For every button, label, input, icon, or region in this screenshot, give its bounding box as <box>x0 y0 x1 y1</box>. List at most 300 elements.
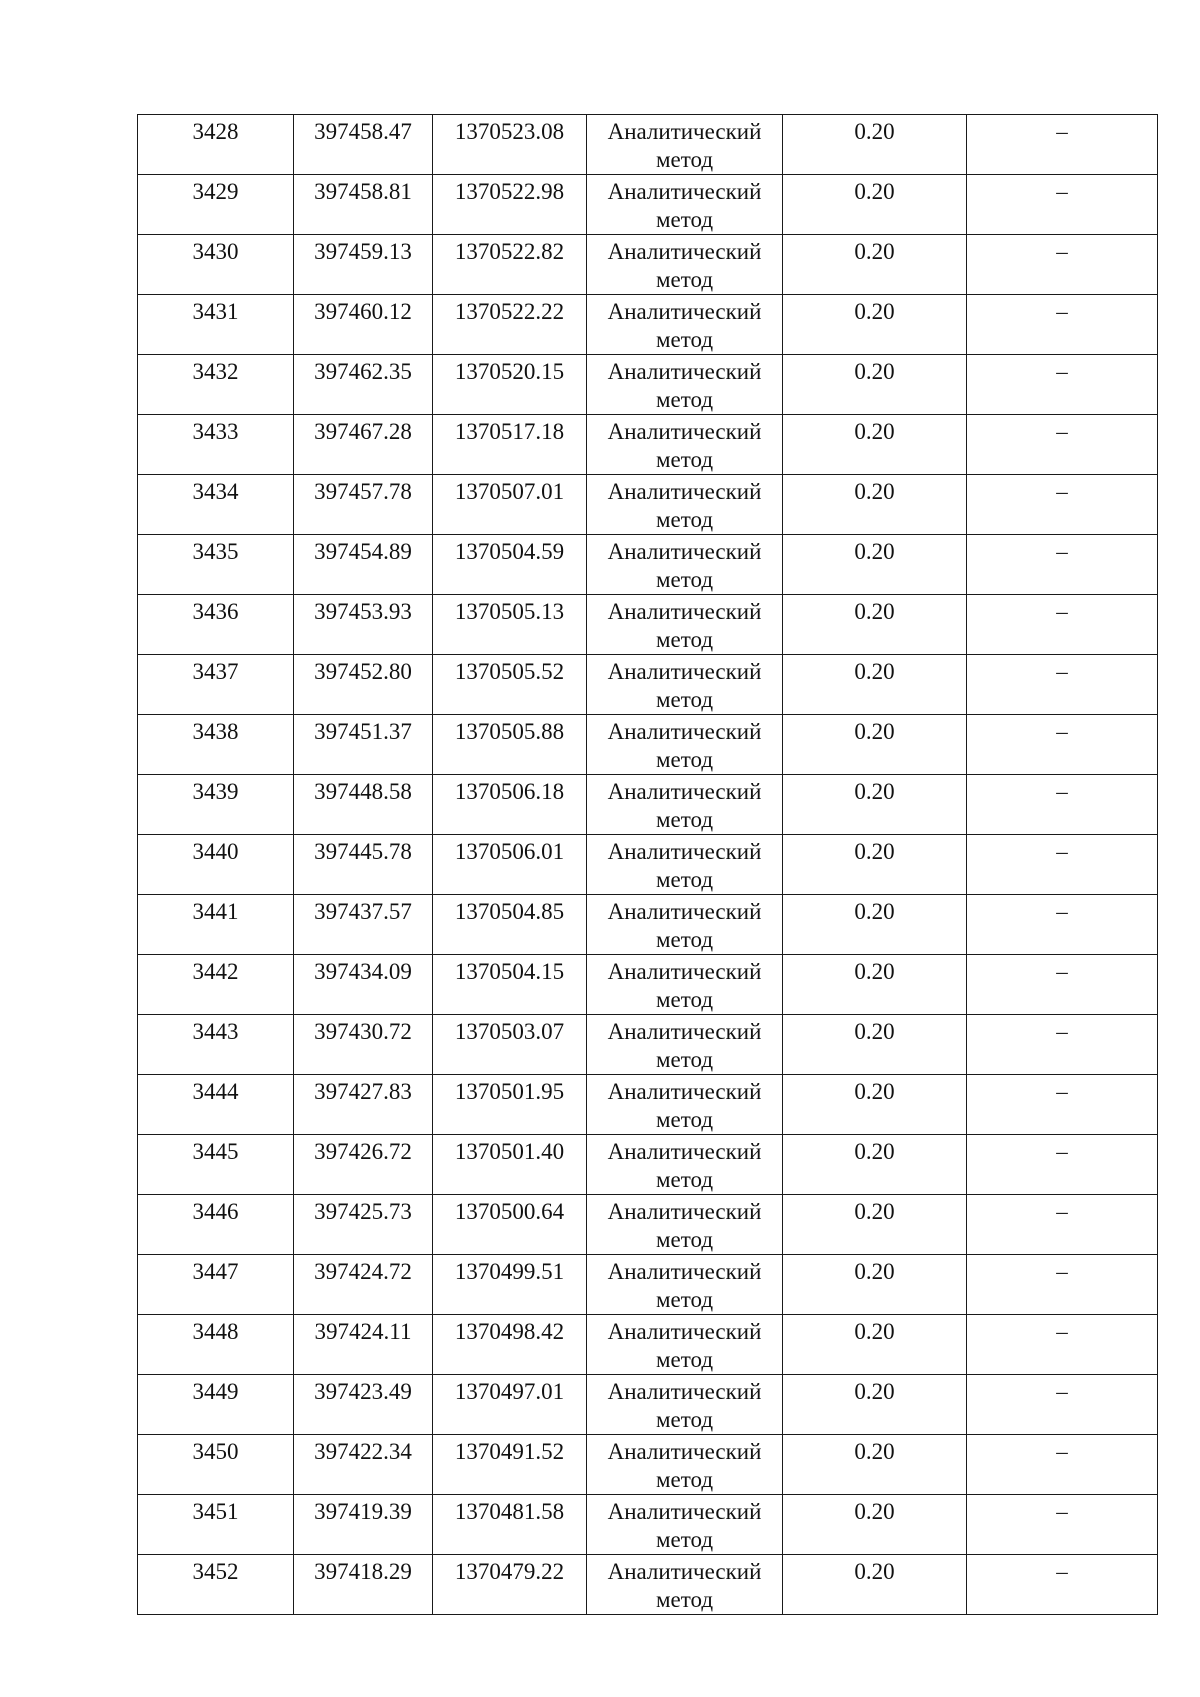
x-coordinate-text: 397425.73 <box>314 1199 412 1224</box>
x-coordinate-text: 397452.80 <box>314 659 412 684</box>
note-text: – <box>1056 899 1068 924</box>
method-text: Аналитический метод <box>607 119 762 172</box>
y-coordinate-cell <box>433 415 587 475</box>
point-number-cell <box>138 115 294 175</box>
accuracy-cell <box>783 355 967 415</box>
point-number-cell <box>138 1255 294 1315</box>
table-row <box>138 1135 1158 1195</box>
accuracy-text: 0.20 <box>854 899 895 924</box>
table-row <box>138 535 1158 595</box>
accuracy-text: 0.20 <box>854 419 895 444</box>
x-coordinate-cell <box>294 1555 433 1615</box>
point-number-cell <box>138 475 294 535</box>
method-cell <box>587 1195 783 1255</box>
accuracy-text: 0.20 <box>854 1439 895 1464</box>
accuracy-cell <box>783 175 967 235</box>
method-text: Аналитический метод <box>607 719 762 772</box>
x-coordinate-text: 397467.28 <box>314 419 412 444</box>
table-row <box>138 715 1158 775</box>
method-text: Аналитический метод <box>607 419 762 472</box>
y-coordinate-text: 1370497.01 <box>454 1379 565 1404</box>
note-cell <box>967 835 1158 895</box>
note-cell <box>967 1255 1158 1315</box>
y-coordinate-cell <box>433 1555 587 1615</box>
point-number-text: 3446 <box>192 1199 239 1224</box>
note-cell <box>967 415 1158 475</box>
point-number-text: 3447 <box>192 1259 239 1284</box>
point-number-text: 3444 <box>192 1079 239 1104</box>
x-coordinate-text: 397434.09 <box>314 959 412 984</box>
note-cell <box>967 475 1158 535</box>
x-coordinate-cell <box>294 475 433 535</box>
method-text: Аналитический метод <box>607 1379 762 1432</box>
note-text: – <box>1056 659 1068 684</box>
x-coordinate-cell <box>294 595 433 655</box>
y-coordinate-text: 1370501.40 <box>454 1139 565 1164</box>
x-coordinate-text: 397459.13 <box>314 239 412 264</box>
y-coordinate-text: 1370504.85 <box>454 899 565 924</box>
x-coordinate-cell <box>294 835 433 895</box>
note-cell <box>967 1495 1158 1555</box>
method-text: Аналитический метод <box>607 1499 762 1552</box>
note-text: – <box>1056 1079 1068 1104</box>
point-number-cell <box>138 1015 294 1075</box>
method-cell <box>587 715 783 775</box>
method-cell <box>587 175 783 235</box>
method-text: Аналитический метод <box>607 1559 762 1612</box>
note-cell <box>967 1075 1158 1135</box>
accuracy-text: 0.20 <box>854 1559 895 1584</box>
point-number-text: 3435 <box>192 539 239 564</box>
point-number-cell <box>138 895 294 955</box>
x-coordinate-cell <box>294 535 433 595</box>
note-text: – <box>1056 959 1068 984</box>
accuracy-text: 0.20 <box>854 599 895 624</box>
x-coordinate-cell <box>294 1315 433 1375</box>
method-cell <box>587 835 783 895</box>
note-cell <box>967 955 1158 1015</box>
accuracy-cell <box>783 1435 967 1495</box>
y-coordinate-cell <box>433 475 587 535</box>
y-coordinate-cell <box>433 655 587 715</box>
point-number-text: 3440 <box>192 839 239 864</box>
point-number-cell <box>138 535 294 595</box>
y-coordinate-text: 1370500.64 <box>454 1199 565 1224</box>
point-number-cell <box>138 955 294 1015</box>
note-cell <box>967 655 1158 715</box>
method-cell <box>587 1375 783 1435</box>
note-cell <box>967 1555 1158 1615</box>
x-coordinate-cell <box>294 415 433 475</box>
y-coordinate-text: 1370522.98 <box>454 179 565 204</box>
y-coordinate-cell <box>433 1015 587 1075</box>
method-cell <box>587 1555 783 1615</box>
point-number-text: 3441 <box>192 899 239 924</box>
point-number-cell <box>138 1075 294 1135</box>
method-cell <box>587 1435 783 1495</box>
y-coordinate-text: 1370522.22 <box>454 299 565 324</box>
table-row <box>138 595 1158 655</box>
note-text: – <box>1056 179 1068 204</box>
x-coordinate-cell <box>294 1255 433 1315</box>
accuracy-cell <box>783 955 967 1015</box>
table-row <box>138 835 1158 895</box>
y-coordinate-cell <box>433 1255 587 1315</box>
table-row <box>138 1495 1158 1555</box>
y-coordinate-text: 1370507.01 <box>454 479 565 504</box>
method-cell <box>587 1135 783 1195</box>
note-text: – <box>1056 1379 1068 1404</box>
note-text: – <box>1056 119 1068 144</box>
x-coordinate-cell <box>294 115 433 175</box>
method-text: Аналитический метод <box>607 359 762 412</box>
y-coordinate-text: 1370503.07 <box>454 1019 565 1044</box>
x-coordinate-text: 397454.89 <box>314 539 412 564</box>
point-number-text: 3430 <box>192 239 239 264</box>
point-number-cell <box>138 595 294 655</box>
x-coordinate-cell <box>294 895 433 955</box>
accuracy-cell <box>783 1135 967 1195</box>
x-coordinate-text: 397448.58 <box>314 779 412 804</box>
point-number-cell <box>138 1375 294 1435</box>
note-text: – <box>1056 1019 1068 1044</box>
x-coordinate-text: 397437.57 <box>314 899 412 924</box>
y-coordinate-cell <box>433 1315 587 1375</box>
table-row <box>138 1255 1158 1315</box>
x-coordinate-text: 397423.49 <box>314 1379 412 1404</box>
note-text: – <box>1056 239 1068 264</box>
note-text: – <box>1056 1199 1068 1224</box>
note-text: – <box>1056 599 1068 624</box>
x-coordinate-text: 397422.34 <box>314 1439 412 1464</box>
note-cell <box>967 355 1158 415</box>
note-text: – <box>1056 1259 1068 1284</box>
x-coordinate-cell <box>294 1195 433 1255</box>
x-coordinate-text: 397460.12 <box>314 299 412 324</box>
y-coordinate-text: 1370517.18 <box>454 419 565 444</box>
y-coordinate-text: 1370506.18 <box>454 779 565 804</box>
table-row <box>138 1195 1158 1255</box>
table-row <box>138 295 1158 355</box>
x-coordinate-text: 397430.72 <box>314 1019 412 1044</box>
method-cell <box>587 955 783 1015</box>
y-coordinate-text: 1370506.01 <box>454 839 565 864</box>
method-text: Аналитический метод <box>607 1199 762 1252</box>
accuracy-cell <box>783 1195 967 1255</box>
method-cell <box>587 475 783 535</box>
y-coordinate-cell <box>433 1075 587 1135</box>
method-text: Аналитический метод <box>607 1019 762 1072</box>
point-number-text: 3432 <box>192 359 239 384</box>
x-coordinate-cell <box>294 1075 433 1135</box>
note-text: – <box>1056 299 1068 324</box>
x-coordinate-cell <box>294 1435 433 1495</box>
y-coordinate-text: 1370481.58 <box>454 1499 565 1524</box>
accuracy-cell <box>783 895 967 955</box>
point-number-cell <box>138 1435 294 1495</box>
point-number-text: 3429 <box>192 179 239 204</box>
point-number-text: 3428 <box>192 119 239 144</box>
table-row <box>138 355 1158 415</box>
note-text: – <box>1056 839 1068 864</box>
method-cell <box>587 1015 783 1075</box>
method-cell <box>587 295 783 355</box>
accuracy-cell <box>783 1555 967 1615</box>
x-coordinate-cell <box>294 355 433 415</box>
accuracy-text: 0.20 <box>854 479 895 504</box>
table-row <box>138 1015 1158 1075</box>
accuracy-text: 0.20 <box>854 179 895 204</box>
table-row <box>138 235 1158 295</box>
note-text: – <box>1056 359 1068 384</box>
x-coordinate-cell <box>294 775 433 835</box>
method-text: Аналитический метод <box>607 1319 762 1372</box>
table-row <box>138 175 1158 235</box>
note-cell <box>967 295 1158 355</box>
accuracy-text: 0.20 <box>854 1259 895 1284</box>
accuracy-cell <box>783 1315 967 1375</box>
method-text: Аналитический метод <box>607 899 762 952</box>
table-row <box>138 1555 1158 1615</box>
x-coordinate-text: 397458.47 <box>314 119 412 144</box>
point-number-cell <box>138 775 294 835</box>
accuracy-cell <box>783 1375 967 1435</box>
accuracy-text: 0.20 <box>854 659 895 684</box>
point-number-cell <box>138 355 294 415</box>
accuracy-cell <box>783 535 967 595</box>
point-number-cell <box>138 175 294 235</box>
x-coordinate-cell <box>294 715 433 775</box>
accuracy-cell <box>783 475 967 535</box>
point-number-cell <box>138 655 294 715</box>
x-coordinate-cell <box>294 175 433 235</box>
y-coordinate-text: 1370504.59 <box>454 539 565 564</box>
accuracy-cell <box>783 115 967 175</box>
y-coordinate-cell <box>433 115 587 175</box>
point-number-text: 3450 <box>192 1439 239 1464</box>
note-cell <box>967 535 1158 595</box>
table-row <box>138 1375 1158 1435</box>
y-coordinate-text: 1370504.15 <box>454 959 565 984</box>
note-text: – <box>1056 539 1068 564</box>
accuracy-cell <box>783 1075 967 1135</box>
y-coordinate-text: 1370523.08 <box>454 119 565 144</box>
x-coordinate-cell <box>294 955 433 1015</box>
table-row <box>138 895 1158 955</box>
y-coordinate-text: 1370505.88 <box>454 719 565 744</box>
note-cell <box>967 175 1158 235</box>
accuracy-text: 0.20 <box>854 1499 895 1524</box>
x-coordinate-text: 397457.78 <box>314 479 412 504</box>
y-coordinate-cell <box>433 1135 587 1195</box>
x-coordinate-text: 397426.72 <box>314 1139 412 1164</box>
table-row <box>138 955 1158 1015</box>
x-coordinate-text: 397445.78 <box>314 839 412 864</box>
method-text: Аналитический метод <box>607 179 762 232</box>
method-cell <box>587 355 783 415</box>
table-body <box>138 115 1158 1615</box>
method-text: Аналитический метод <box>607 839 762 892</box>
point-number-cell <box>138 1195 294 1255</box>
accuracy-text: 0.20 <box>854 239 895 264</box>
accuracy-cell <box>783 1015 967 1075</box>
note-text: – <box>1056 1499 1068 1524</box>
method-cell <box>587 775 783 835</box>
point-number-cell <box>138 295 294 355</box>
y-coordinate-text: 1370498.42 <box>454 1319 565 1344</box>
accuracy-text: 0.20 <box>854 1319 895 1344</box>
point-number-cell <box>138 835 294 895</box>
point-number-text: 3449 <box>192 1379 239 1404</box>
note-text: – <box>1056 719 1068 744</box>
accuracy-cell <box>783 775 967 835</box>
note-cell <box>967 1315 1158 1375</box>
x-coordinate-text: 397418.29 <box>314 1559 412 1584</box>
y-coordinate-text: 1370501.95 <box>454 1079 565 1104</box>
x-coordinate-cell <box>294 235 433 295</box>
x-coordinate-cell <box>294 1135 433 1195</box>
method-text: Аналитический метод <box>607 1139 762 1192</box>
method-text: Аналитический метод <box>607 239 762 292</box>
y-coordinate-cell <box>433 835 587 895</box>
table-row <box>138 1435 1158 1495</box>
method-text: Аналитический метод <box>607 779 762 832</box>
method-cell <box>587 595 783 655</box>
note-cell <box>967 115 1158 175</box>
point-number-cell <box>138 715 294 775</box>
note-cell <box>967 1435 1158 1495</box>
accuracy-text: 0.20 <box>854 779 895 804</box>
method-cell <box>587 655 783 715</box>
method-cell <box>587 415 783 475</box>
y-coordinate-cell <box>433 955 587 1015</box>
note-text: – <box>1056 1559 1068 1584</box>
method-text: Аналитический метод <box>607 479 762 532</box>
table-row <box>138 1075 1158 1135</box>
y-coordinate-cell <box>433 775 587 835</box>
accuracy-text: 0.20 <box>854 719 895 744</box>
y-coordinate-cell <box>433 715 587 775</box>
accuracy-text: 0.20 <box>854 1199 895 1224</box>
method-text: Аналитический метод <box>607 599 762 652</box>
method-text: Аналитический метод <box>607 1439 762 1492</box>
x-coordinate-text: 397427.83 <box>314 1079 412 1104</box>
y-coordinate-cell <box>433 535 587 595</box>
method-text: Аналитический метод <box>607 959 762 1012</box>
y-coordinate-text: 1370520.15 <box>454 359 565 384</box>
note-text: – <box>1056 779 1068 804</box>
y-coordinate-text: 1370479.22 <box>454 1559 565 1584</box>
y-coordinate-cell <box>433 1195 587 1255</box>
x-coordinate-text: 397419.39 <box>314 1499 412 1524</box>
note-cell <box>967 715 1158 775</box>
y-coordinate-text: 1370499.51 <box>454 1259 565 1284</box>
method-cell <box>587 1495 783 1555</box>
y-coordinate-cell <box>433 895 587 955</box>
y-coordinate-cell <box>433 175 587 235</box>
point-number-text: 3443 <box>192 1019 239 1044</box>
y-coordinate-cell <box>433 235 587 295</box>
note-cell <box>967 235 1158 295</box>
method-cell <box>587 1255 783 1315</box>
note-cell <box>967 895 1158 955</box>
point-number-text: 3434 <box>192 479 239 504</box>
point-number-text: 3433 <box>192 419 239 444</box>
table-row <box>138 655 1158 715</box>
note-cell <box>967 1135 1158 1195</box>
x-coordinate-cell <box>294 1015 433 1075</box>
point-number-cell <box>138 1495 294 1555</box>
x-coordinate-cell <box>294 1375 433 1435</box>
x-coordinate-cell <box>294 655 433 715</box>
method-cell <box>587 535 783 595</box>
point-number-text: 3436 <box>192 599 239 624</box>
point-number-cell <box>138 235 294 295</box>
note-cell <box>967 1195 1158 1255</box>
x-coordinate-text: 397424.72 <box>314 1259 412 1284</box>
note-text: – <box>1056 1319 1068 1344</box>
method-cell <box>587 235 783 295</box>
note-text: – <box>1056 419 1068 444</box>
note-cell <box>967 595 1158 655</box>
accuracy-text: 0.20 <box>854 539 895 564</box>
point-number-text: 3438 <box>192 719 239 744</box>
coordinates-table <box>137 114 1158 1615</box>
point-number-cell <box>138 1555 294 1615</box>
table-row <box>138 1315 1158 1375</box>
accuracy-text: 0.20 <box>854 359 895 384</box>
x-coordinate-text: 397451.37 <box>314 719 412 744</box>
method-text: Аналитический метод <box>607 299 762 352</box>
y-coordinate-cell <box>433 1375 587 1435</box>
accuracy-cell <box>783 235 967 295</box>
accuracy-text: 0.20 <box>854 1139 895 1164</box>
accuracy-text: 0.20 <box>854 839 895 864</box>
y-coordinate-cell <box>433 1495 587 1555</box>
accuracy-cell <box>783 835 967 895</box>
y-coordinate-text: 1370505.13 <box>454 599 565 624</box>
point-number-text: 3437 <box>192 659 239 684</box>
accuracy-cell <box>783 415 967 475</box>
accuracy-text: 0.20 <box>854 299 895 324</box>
point-number-text: 3452 <box>192 1559 239 1584</box>
accuracy-cell <box>783 295 967 355</box>
method-text: Аналитический метод <box>607 539 762 592</box>
point-number-text: 3445 <box>192 1139 239 1164</box>
point-number-text: 3448 <box>192 1319 239 1344</box>
table-row <box>138 415 1158 475</box>
x-coordinate-text: 397424.11 <box>314 1319 412 1344</box>
method-cell <box>587 1315 783 1375</box>
table-row <box>138 475 1158 535</box>
accuracy-cell <box>783 655 967 715</box>
note-cell <box>967 1015 1158 1075</box>
point-number-cell <box>138 415 294 475</box>
accuracy-cell <box>783 1255 967 1315</box>
method-text: Аналитический метод <box>607 1259 762 1312</box>
y-coordinate-cell <box>433 295 587 355</box>
method-cell <box>587 115 783 175</box>
x-coordinate-text: 397462.35 <box>314 359 412 384</box>
x-coordinate-cell <box>294 1495 433 1555</box>
y-coordinate-text: 1370491.52 <box>454 1439 565 1464</box>
note-text: – <box>1056 1439 1068 1464</box>
accuracy-cell <box>783 595 967 655</box>
note-text: – <box>1056 479 1068 504</box>
method-cell <box>587 895 783 955</box>
x-coordinate-cell <box>294 295 433 355</box>
method-text: Аналитический метод <box>607 1079 762 1132</box>
